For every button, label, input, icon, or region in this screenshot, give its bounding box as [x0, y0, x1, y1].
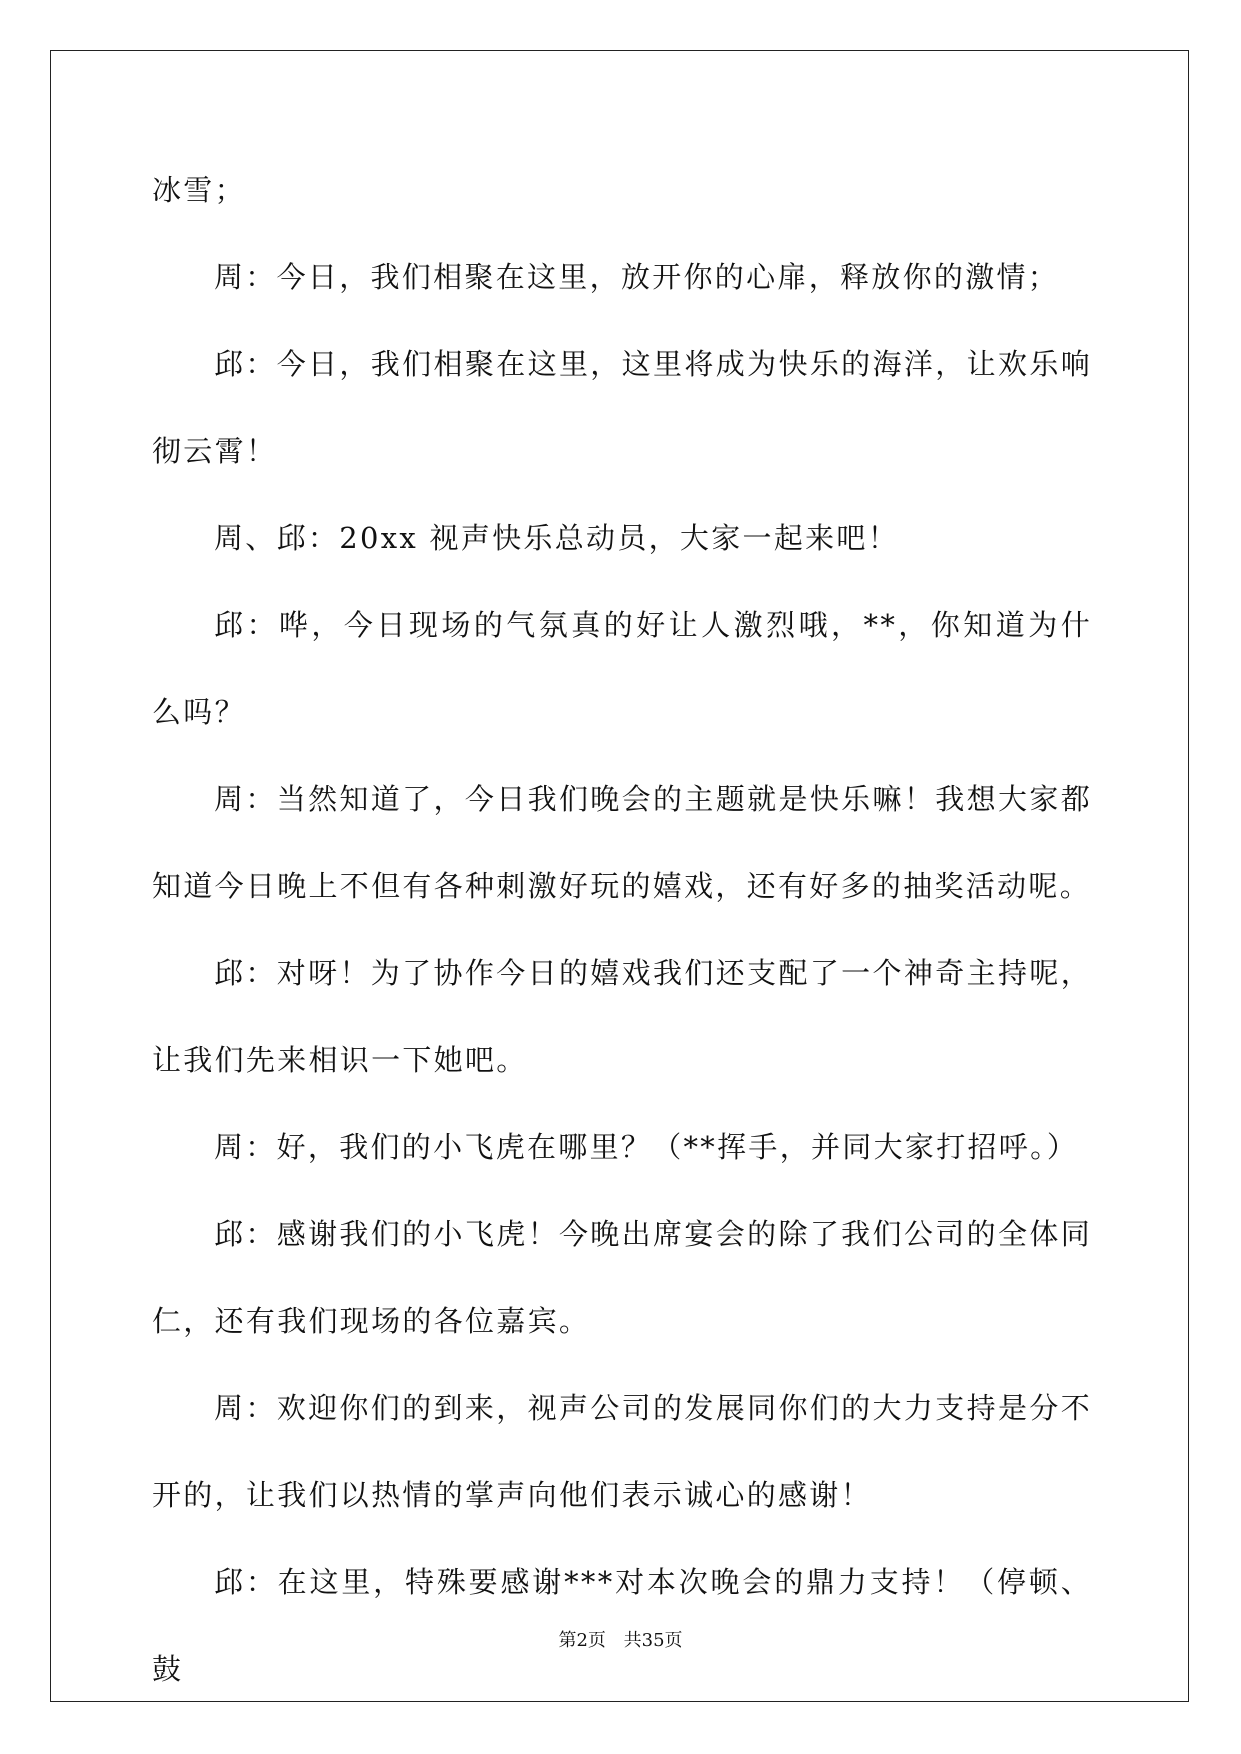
- page-footer: [0, 1626, 1241, 1652]
- paragraph: 周：好，我们的小飞虎在哪里？（**挥手，并同大家打招呼。）: [214, 1130, 1079, 1164]
- paragraph: 周：当然知道了，今日我们晚会的主题就是快乐嘛！我想大家都知道今日晚上不但有各种刺激好玩的嬉戏，还有好多的抽奖活动呢。: [152, 782, 1092, 903]
- paragraph: 周、邱：20xx 视声快乐总动员，大家一起来吧！: [214, 521, 900, 555]
- total-pages-label: 共35页: [623, 1630, 683, 1651]
- paragraph: 周：今日，我们相聚在这里，放开你的心扉，释放你的激情；: [214, 260, 1060, 294]
- paragraph: 冰雪；: [152, 173, 246, 207]
- paragraph: 邱：感谢我们的小飞虎！今晚出席宴会的除了我们公司的全体同仁，还有我们现场的各位嘉宾。: [152, 1217, 1092, 1338]
- paragraph: 邱：今日，我们相聚在这里，这里将成为快乐的海洋，让欢乐响彻云霄！: [152, 347, 1092, 468]
- document-body: [152, 147, 1092, 1713]
- current-page-label: 第2页: [558, 1630, 606, 1651]
- paragraph: 邱：哗，今日现场的气氛真的好让人激烈哦，**，你知道为什么吗？: [152, 608, 1092, 729]
- paragraph: 邱：对呀！为了协作今日的嬉戏我们还支配了一个神奇主持呢，让我们先来相识一下她吧。: [152, 956, 1092, 1077]
- paragraph: 周：欢迎你们的到来，视声公司的发展同你们的大力支持是分不开的，让我们以热情的掌声向他们表示诚心的感谢！: [152, 1391, 1092, 1512]
- paragraph: 邱：在这里，特殊要感谢***对本次晚会的鼎力支持！（停顿、鼓: [152, 1565, 1092, 1686]
